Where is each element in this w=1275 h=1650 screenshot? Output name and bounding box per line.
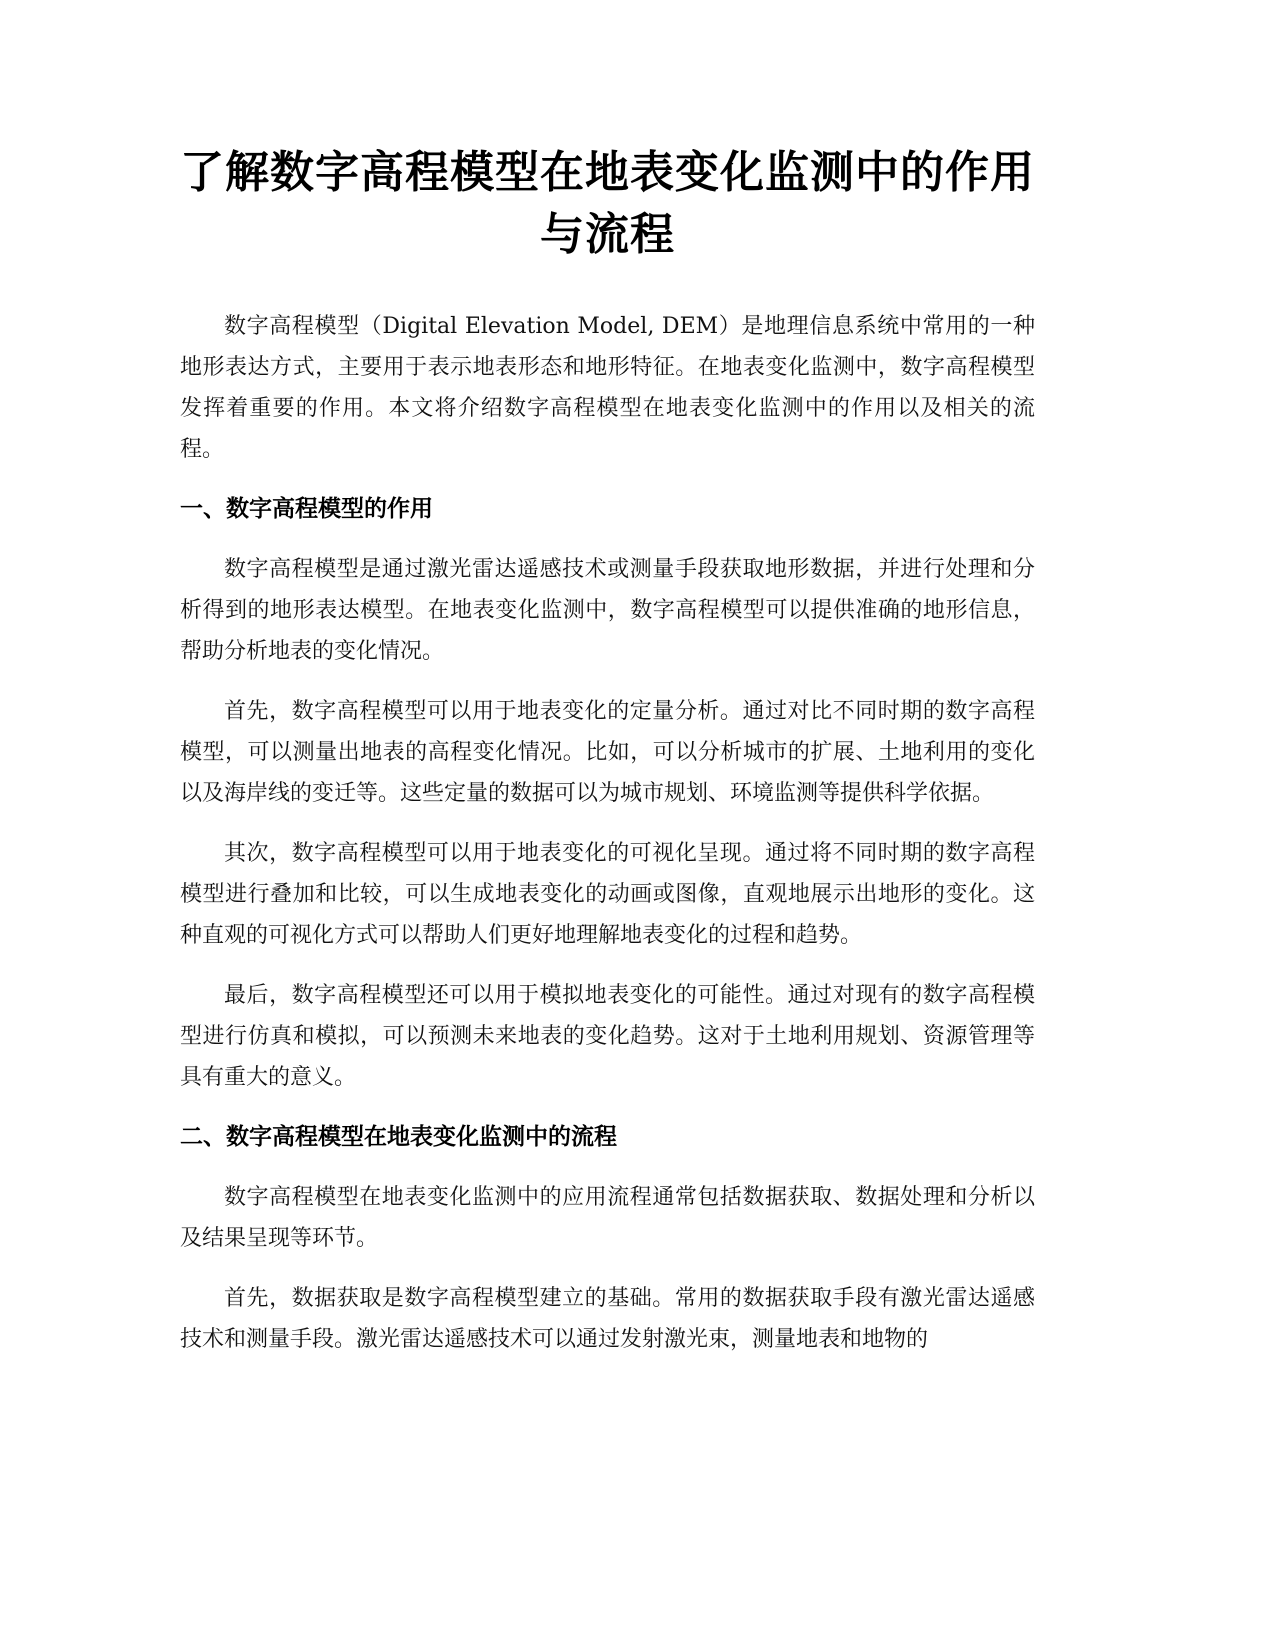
section-1-paragraph-4: 最后，数字高程模型还可以用于模拟地表变化的可能性。通过对现有的数字高程模型进行仿真和模拟，可以预测未来地表的变化趋势。这对于土地利用规划、资源管理等具有重大的意义。 [180, 983, 1035, 1090]
section-1-paragraph-1: 数字高程模型是通过激光雷达遥感技术或测量手段获取地形数据，并进行处理和分析得到的地形表达模型。在地表变化监测中，数字高程模型可以提供准确的地形信息，帮助分析地表的变化情况。 [180, 557, 1035, 664]
section-2-heading: 二、数字高程模型在地表变化监测中的流程 [180, 1124, 617, 1150]
section-2-paragraph-2: 首先，数据获取是数字高程模型建立的基础。常用的数据获取手段有激光雷达遥感技术和测量手段。激光雷达遥感技术可以通过发射激光束，测量地表和地物的 [180, 1286, 1035, 1352]
document-page [180, 142, 1035, 1379]
intro-paragraph: 数字高程模型（Digital Elevation Model, DEM）是地理信息系统中常用的一种地形表达方式，主要用于表示地表形态和地形特征。在地表变化监测中，数字高程模型发挥着重要的作用。本文将介绍数字高程模型在地表变化监测中的作用以及相关的流程。 [180, 314, 1035, 462]
section-1-paragraph-3: 其次，数字高程模型可以用于地表变化的可视化呈现。通过将不同时期的数字高程模型进行叠加和比较，可以生成地表变化的动画或图像，直观地展示出地形的变化。这种直观的可视化方式可以帮助人们更好地理解地表变化的过程和趋势。 [180, 841, 1035, 948]
section-1-heading: 一、数字高程模型的作用 [180, 496, 433, 522]
document-title: 了解数字高程模型在地表变化监测中的作用与流程 [180, 147, 1035, 260]
section-1-paragraph-2: 首先，数字高程模型可以用于地表变化的定量分析。通过对比不同时期的数字高程模型，可以测量出地表的高程变化情况。比如，可以分析城市的扩展、土地利用的变化以及海岸线的变迁等。这些定量的数据可以为城市规划、环境监测等提供科学依据。 [180, 699, 1035, 806]
section-2-paragraph-1: 数字高程模型在地表变化监测中的应用流程通常包括数据获取、数据处理和分析以及结果呈现等环节。 [180, 1185, 1035, 1251]
